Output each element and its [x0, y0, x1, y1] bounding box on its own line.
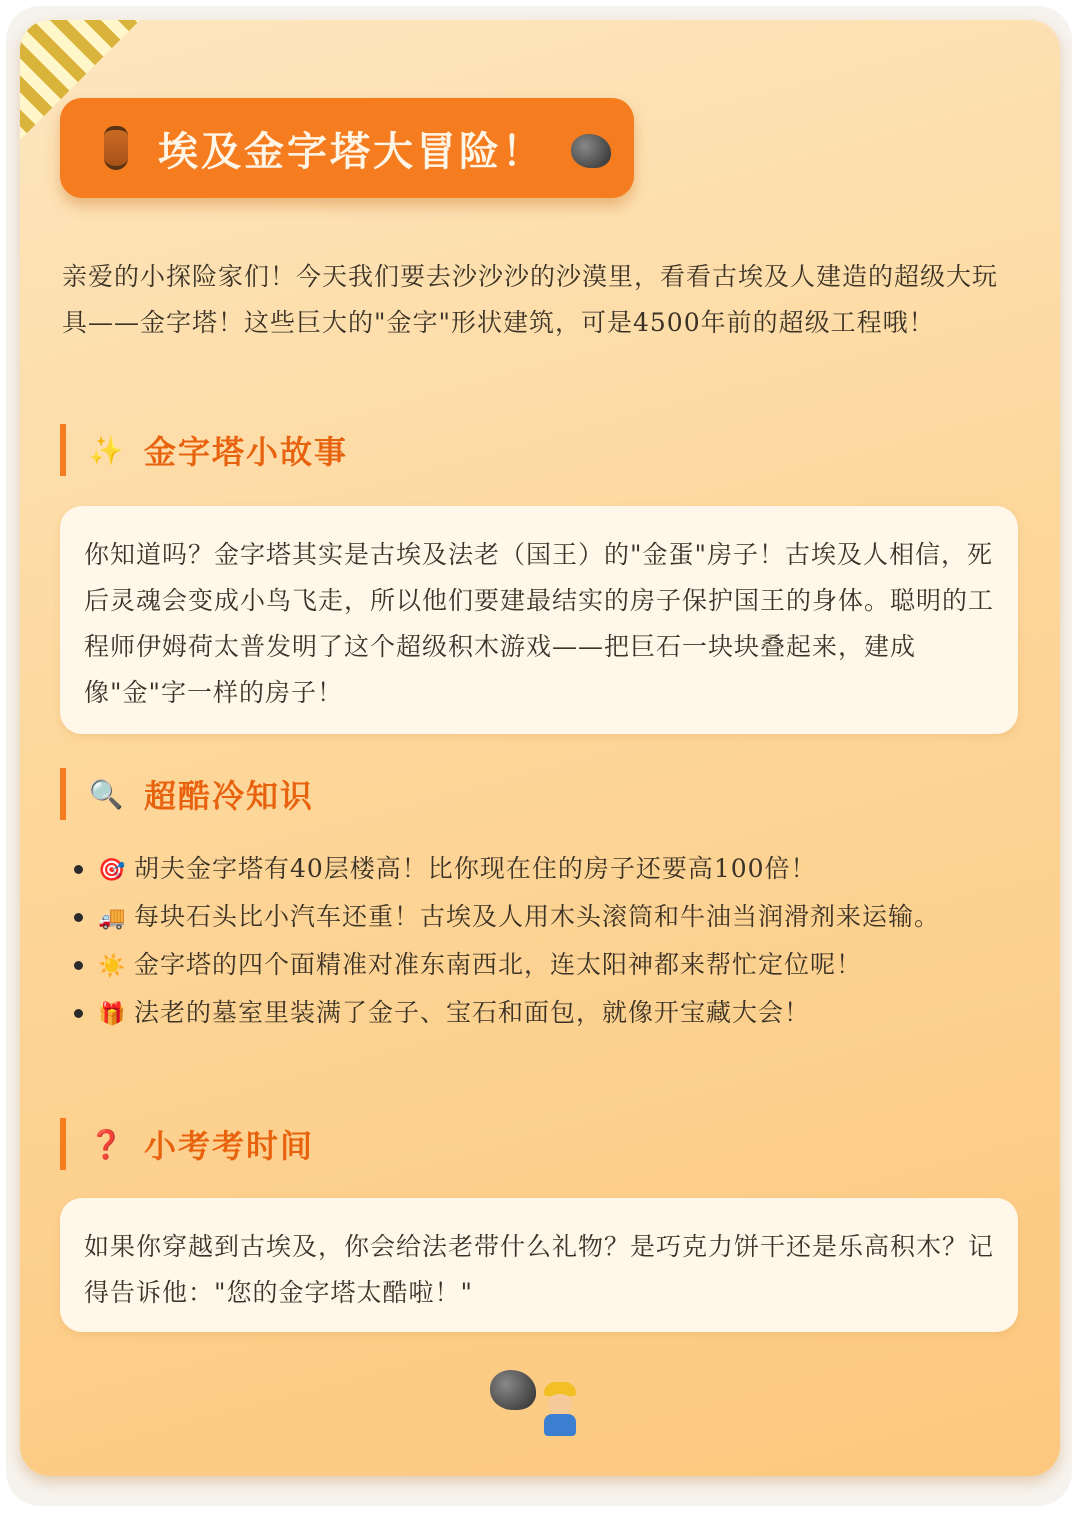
section-title-quiz: 小考考时间	[144, 1127, 315, 1165]
amphora-icon	[96, 126, 136, 170]
story-box: 你知道吗？金字塔其实是古埃及法老（国王）的"金蛋"房子！古埃及人相信，死后灵魂会变成小鸟飞走，所以他们要建最结实的房子保护国王的身体。聪明的工程师伊姆荷太普发明了这个超级积木游戏——把巨石一块块叠起来，建成像"金"字一样的房子！	[60, 506, 1018, 734]
intro-paragraph: 亲爱的小探险家们！今天我们要去沙沙沙的沙漠里，看看古埃及人建造的超级大玩具——金字塔！这些巨大的"金字"形状建筑，可是4500年前的超级工程哦！	[62, 262, 999, 337]
truck-icon: 🚚	[98, 906, 127, 931]
rock-icon	[490, 1370, 536, 1410]
list-item	[62, 990, 1002, 1038]
section-heading-facts	[60, 768, 666, 820]
title-banner	[60, 98, 634, 198]
target-icon: 🎯	[98, 858, 127, 883]
section-heading-story	[60, 424, 666, 476]
list-item	[62, 894, 1002, 942]
section-heading-quiz	[60, 1118, 666, 1170]
fact-text: 金字塔的四个面精准对准东南西北，连太阳神都来帮忙定位呢！	[134, 950, 863, 979]
facts-list	[62, 846, 1002, 1038]
fact-text: 每块石头比小汽车还重！古埃及人用木头滚筒和牛油当润滑剂来运输。	[134, 902, 941, 931]
fact-text: 法老的墓室里装满了金子、宝石和面包，就像开宝藏大会！	[134, 998, 811, 1027]
magnifier-icon: 🔍	[88, 777, 124, 811]
question-mark-icon: ❓	[88, 1127, 124, 1161]
gift-icon: 🎁	[98, 1002, 127, 1027]
section-title-facts: 超酷冷知识	[144, 777, 315, 815]
construction-worker-icon	[540, 1382, 580, 1436]
fact-text: 胡夫金字塔有40层楼高！比你现在住的房子还要高100倍！	[134, 854, 817, 883]
list-item	[62, 942, 1002, 990]
footer-decoration	[490, 1370, 600, 1440]
list-item	[62, 846, 1002, 894]
poster-card	[20, 20, 1060, 1476]
rock-icon	[571, 128, 611, 169]
section-title-story: 金字塔小故事	[144, 433, 349, 471]
page-title: 埃及金字塔大冒险！	[158, 127, 545, 175]
sparkles-icon: ✨	[88, 433, 124, 467]
quiz-box: 如果你穿越到古埃及，你会给法老带什么礼物？是巧克力饼干还是乐高积木？记得告诉他："您的金字塔太酷啦！"	[60, 1198, 1018, 1332]
sun-icon: ☀️	[98, 954, 127, 979]
